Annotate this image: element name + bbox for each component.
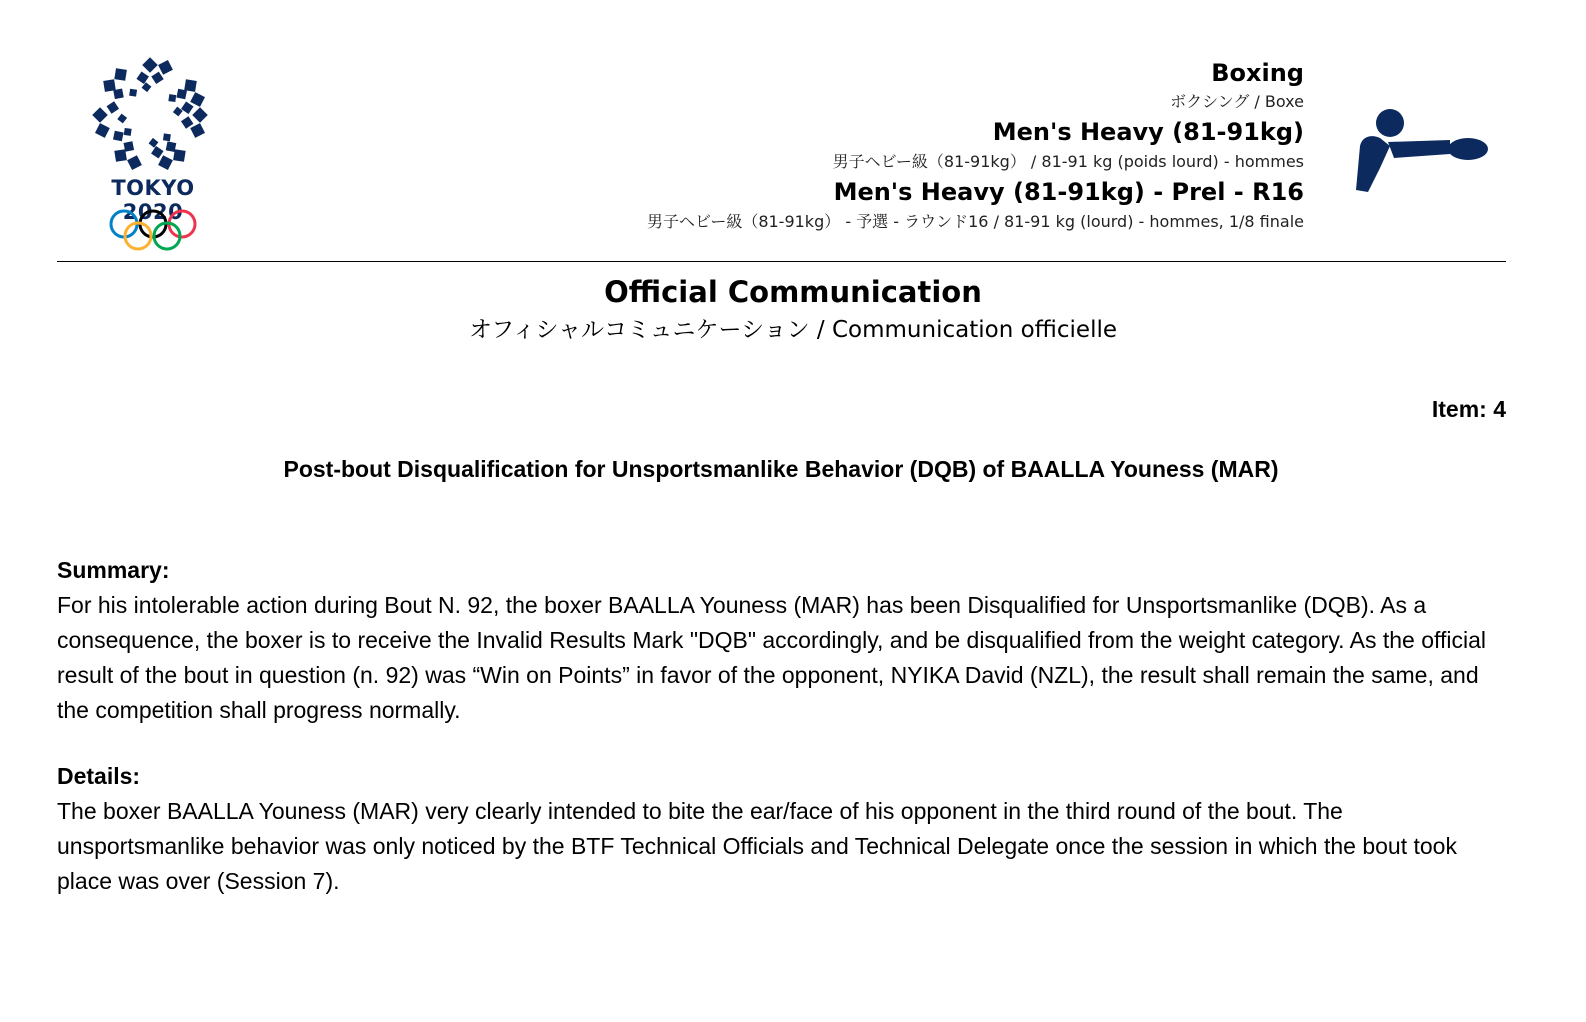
sport-title: Boxing bbox=[1211, 59, 1304, 87]
event-title: Men's Heavy (81-91kg) bbox=[992, 118, 1304, 146]
emblem-square bbox=[192, 107, 208, 123]
phase-title: Men's Heavy (81-91kg) - Prel - R16 bbox=[833, 178, 1304, 206]
emblem-square bbox=[124, 128, 132, 136]
emblem-square bbox=[184, 79, 197, 92]
olympic-rings-icon bbox=[86, 205, 220, 255]
logo-text: TOKYO 2020 bbox=[111, 176, 195, 224]
summary-section bbox=[57, 553, 1506, 728]
header-divider bbox=[57, 261, 1506, 262]
tokyo2020-emblem-icon bbox=[86, 55, 220, 175]
title-subtitle: オフィシャルコミュニケーション / Communication officielle bbox=[468, 317, 1118, 343]
emblem-square bbox=[176, 89, 187, 100]
event-subtitle: 男子ヘビー級（81-91kg） / 81-91 kg (poids lourd) - hommes bbox=[832, 152, 1304, 171]
emblem-square bbox=[190, 123, 205, 138]
boxing-pictogram-icon bbox=[1350, 106, 1490, 196]
summary-text: For his intolerable action during Bout N. 92, the boxer BAALLA Youness (MAR) has been Disqualified for Unsportsmanlike (DQB). As a consequence, the boxer is to receive the Invalid Results Mark "DQB" accordingly, and be disqualified from the weight category. As the official result of the bout in question (n. 92) was “Win on Points” in favor of the opponent, NYIKA David (NZL), the result shall remain the same, and the competition shall progress normally. bbox=[57, 592, 1487, 723]
emblem-square bbox=[190, 92, 205, 107]
emblem-square bbox=[173, 107, 183, 117]
title-main: Official Communication bbox=[604, 275, 982, 309]
emblem-square bbox=[107, 101, 119, 113]
emblem-square bbox=[114, 68, 127, 81]
sport-subtitle: ボクシング / Boxe bbox=[1170, 92, 1304, 111]
summary-label: Summary: bbox=[57, 557, 170, 583]
emblem-square bbox=[166, 141, 177, 152]
communication-headline: Post-bout Disqualification for Unsportsmanlike Behavior (DQB) of BAALLA Youness (MAR) bbox=[283, 456, 1279, 482]
emblem-square bbox=[127, 155, 142, 170]
emblem-square bbox=[181, 116, 193, 128]
phase-subtitle: 男子ヘビー級（81-91kg） - 予選 - ラウンド16 / 81-91 kg (lourd) - hommes, 1/8 finale bbox=[646, 212, 1304, 231]
item-number: Item: 4 bbox=[1431, 396, 1506, 422]
emblem-square bbox=[173, 149, 186, 162]
emblem-square bbox=[103, 79, 116, 92]
emblem-square bbox=[113, 89, 124, 100]
emblem-square bbox=[149, 138, 159, 148]
emblem-square bbox=[124, 141, 135, 152]
emblem-square bbox=[151, 146, 163, 158]
emblem-square bbox=[92, 107, 108, 123]
emblem-square bbox=[142, 82, 152, 92]
emblem-square bbox=[95, 123, 110, 138]
tokyo2020-logo bbox=[86, 55, 220, 255]
details-label: Details: bbox=[57, 763, 141, 789]
emblem-square bbox=[168, 94, 176, 102]
emblem-square bbox=[181, 101, 193, 113]
details-text: The boxer BAALLA Youness (MAR) very clearly intended to bite the ear/face of his opponent in the third round of the bout. The unsportsmanlike behavior was only noticed by the BTF Technical Officials and Technical Delegate once the session in which the bout took place was over (Session 7). bbox=[57, 798, 1457, 894]
emblem-square bbox=[158, 155, 173, 170]
emblem-square bbox=[158, 60, 173, 75]
details-section bbox=[57, 759, 1506, 899]
emblem-square bbox=[114, 149, 127, 162]
event-header bbox=[647, 58, 1304, 236]
emblem-square bbox=[129, 89, 137, 97]
emblem-square bbox=[113, 131, 124, 142]
document-title bbox=[0, 272, 1586, 348]
emblem-square bbox=[163, 133, 171, 141]
emblem-square bbox=[142, 57, 158, 73]
emblem-square bbox=[151, 72, 163, 84]
emblem-square bbox=[136, 71, 148, 83]
emblem-square bbox=[117, 114, 127, 124]
